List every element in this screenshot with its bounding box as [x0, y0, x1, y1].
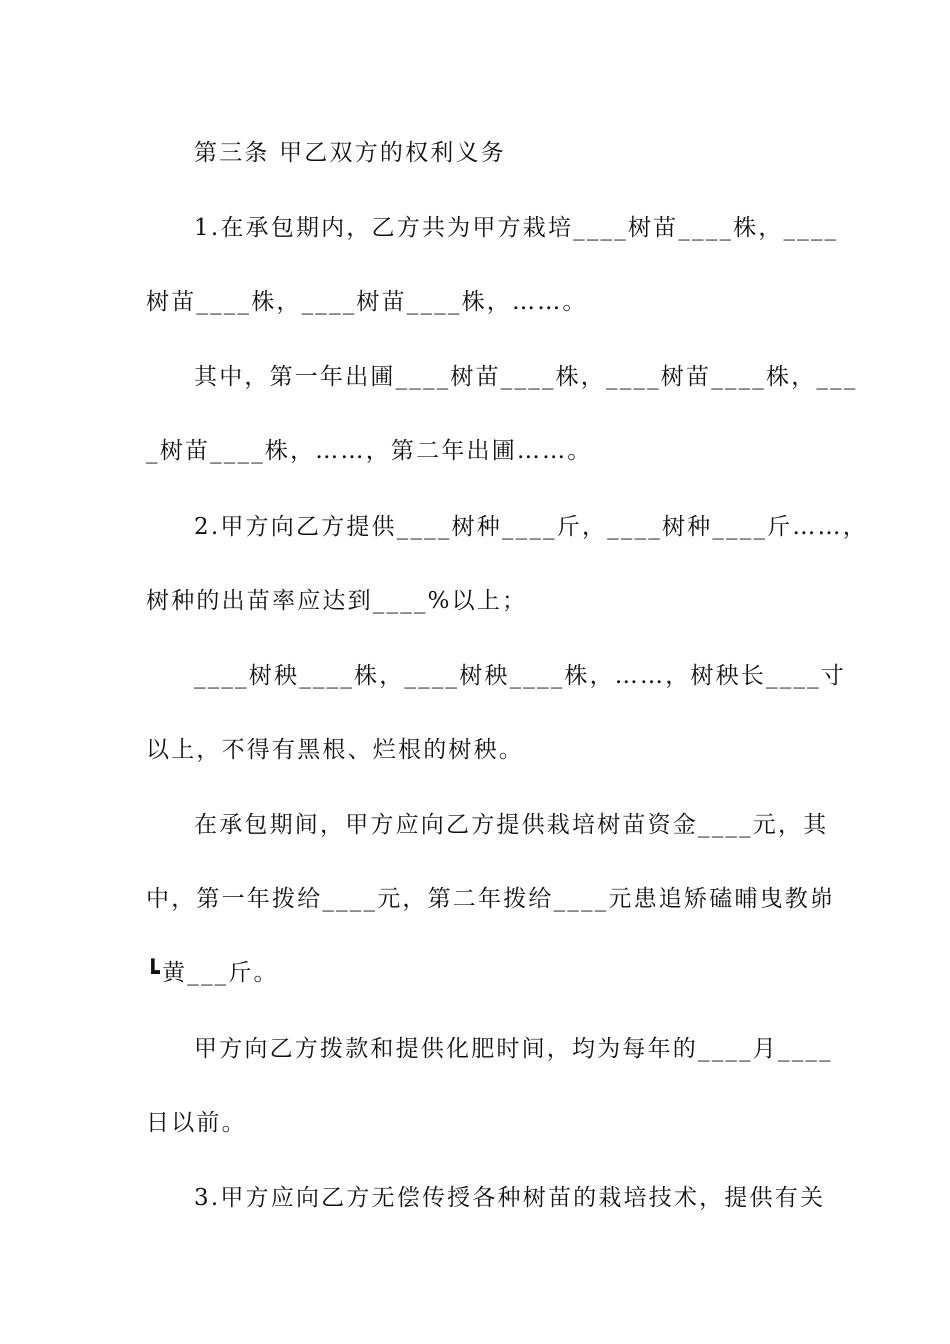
paragraph-line: 在承包期间，甲方应向乙方提供栽培树苗资金____元，其 — [194, 812, 829, 838]
article-heading: 第三条 甲乙双方的权利义务 — [194, 140, 506, 166]
paragraph-line: 日以前。 — [146, 1110, 247, 1136]
paragraph-line: 甲方向乙方拨款和提供化肥时间，均为每年的____月____ — [194, 1036, 833, 1062]
paragraph-line: 1.在承包期内，乙方共为甲方栽培____树苗____株，____ — [194, 215, 839, 241]
paragraph-line: ┗黄___斤。 — [146, 960, 279, 986]
paragraph-line: 其中，第一年出圃____树苗____株，____树苗____株，___ — [194, 364, 858, 390]
paragraph-line: 2.甲方向乙方提供____树种____斤，____树种____斤……， — [194, 514, 868, 540]
paragraph-line: 中，第一年拨给____元，第二年拨给____元患追矫磕晡曳教峁 — [146, 886, 836, 912]
paragraph-line: _树苗____株，……，第二年出圃……。 — [146, 438, 593, 464]
paragraph-line: ____树秧____株，____树秧____株，……，树秧长____寸 — [194, 663, 846, 689]
paragraph-line: 3.甲方应向乙方无偿传授各种树苗的栽培技术，提供有关 — [194, 1185, 826, 1211]
paragraph-line: 树苗____株，____树苗____株，……。 — [146, 289, 588, 315]
paragraph-line: 树种的出苗率应达到____%以上； — [146, 588, 528, 614]
paragraph-line: 以上，不得有黑根、烂根的树秧。 — [146, 737, 524, 763]
